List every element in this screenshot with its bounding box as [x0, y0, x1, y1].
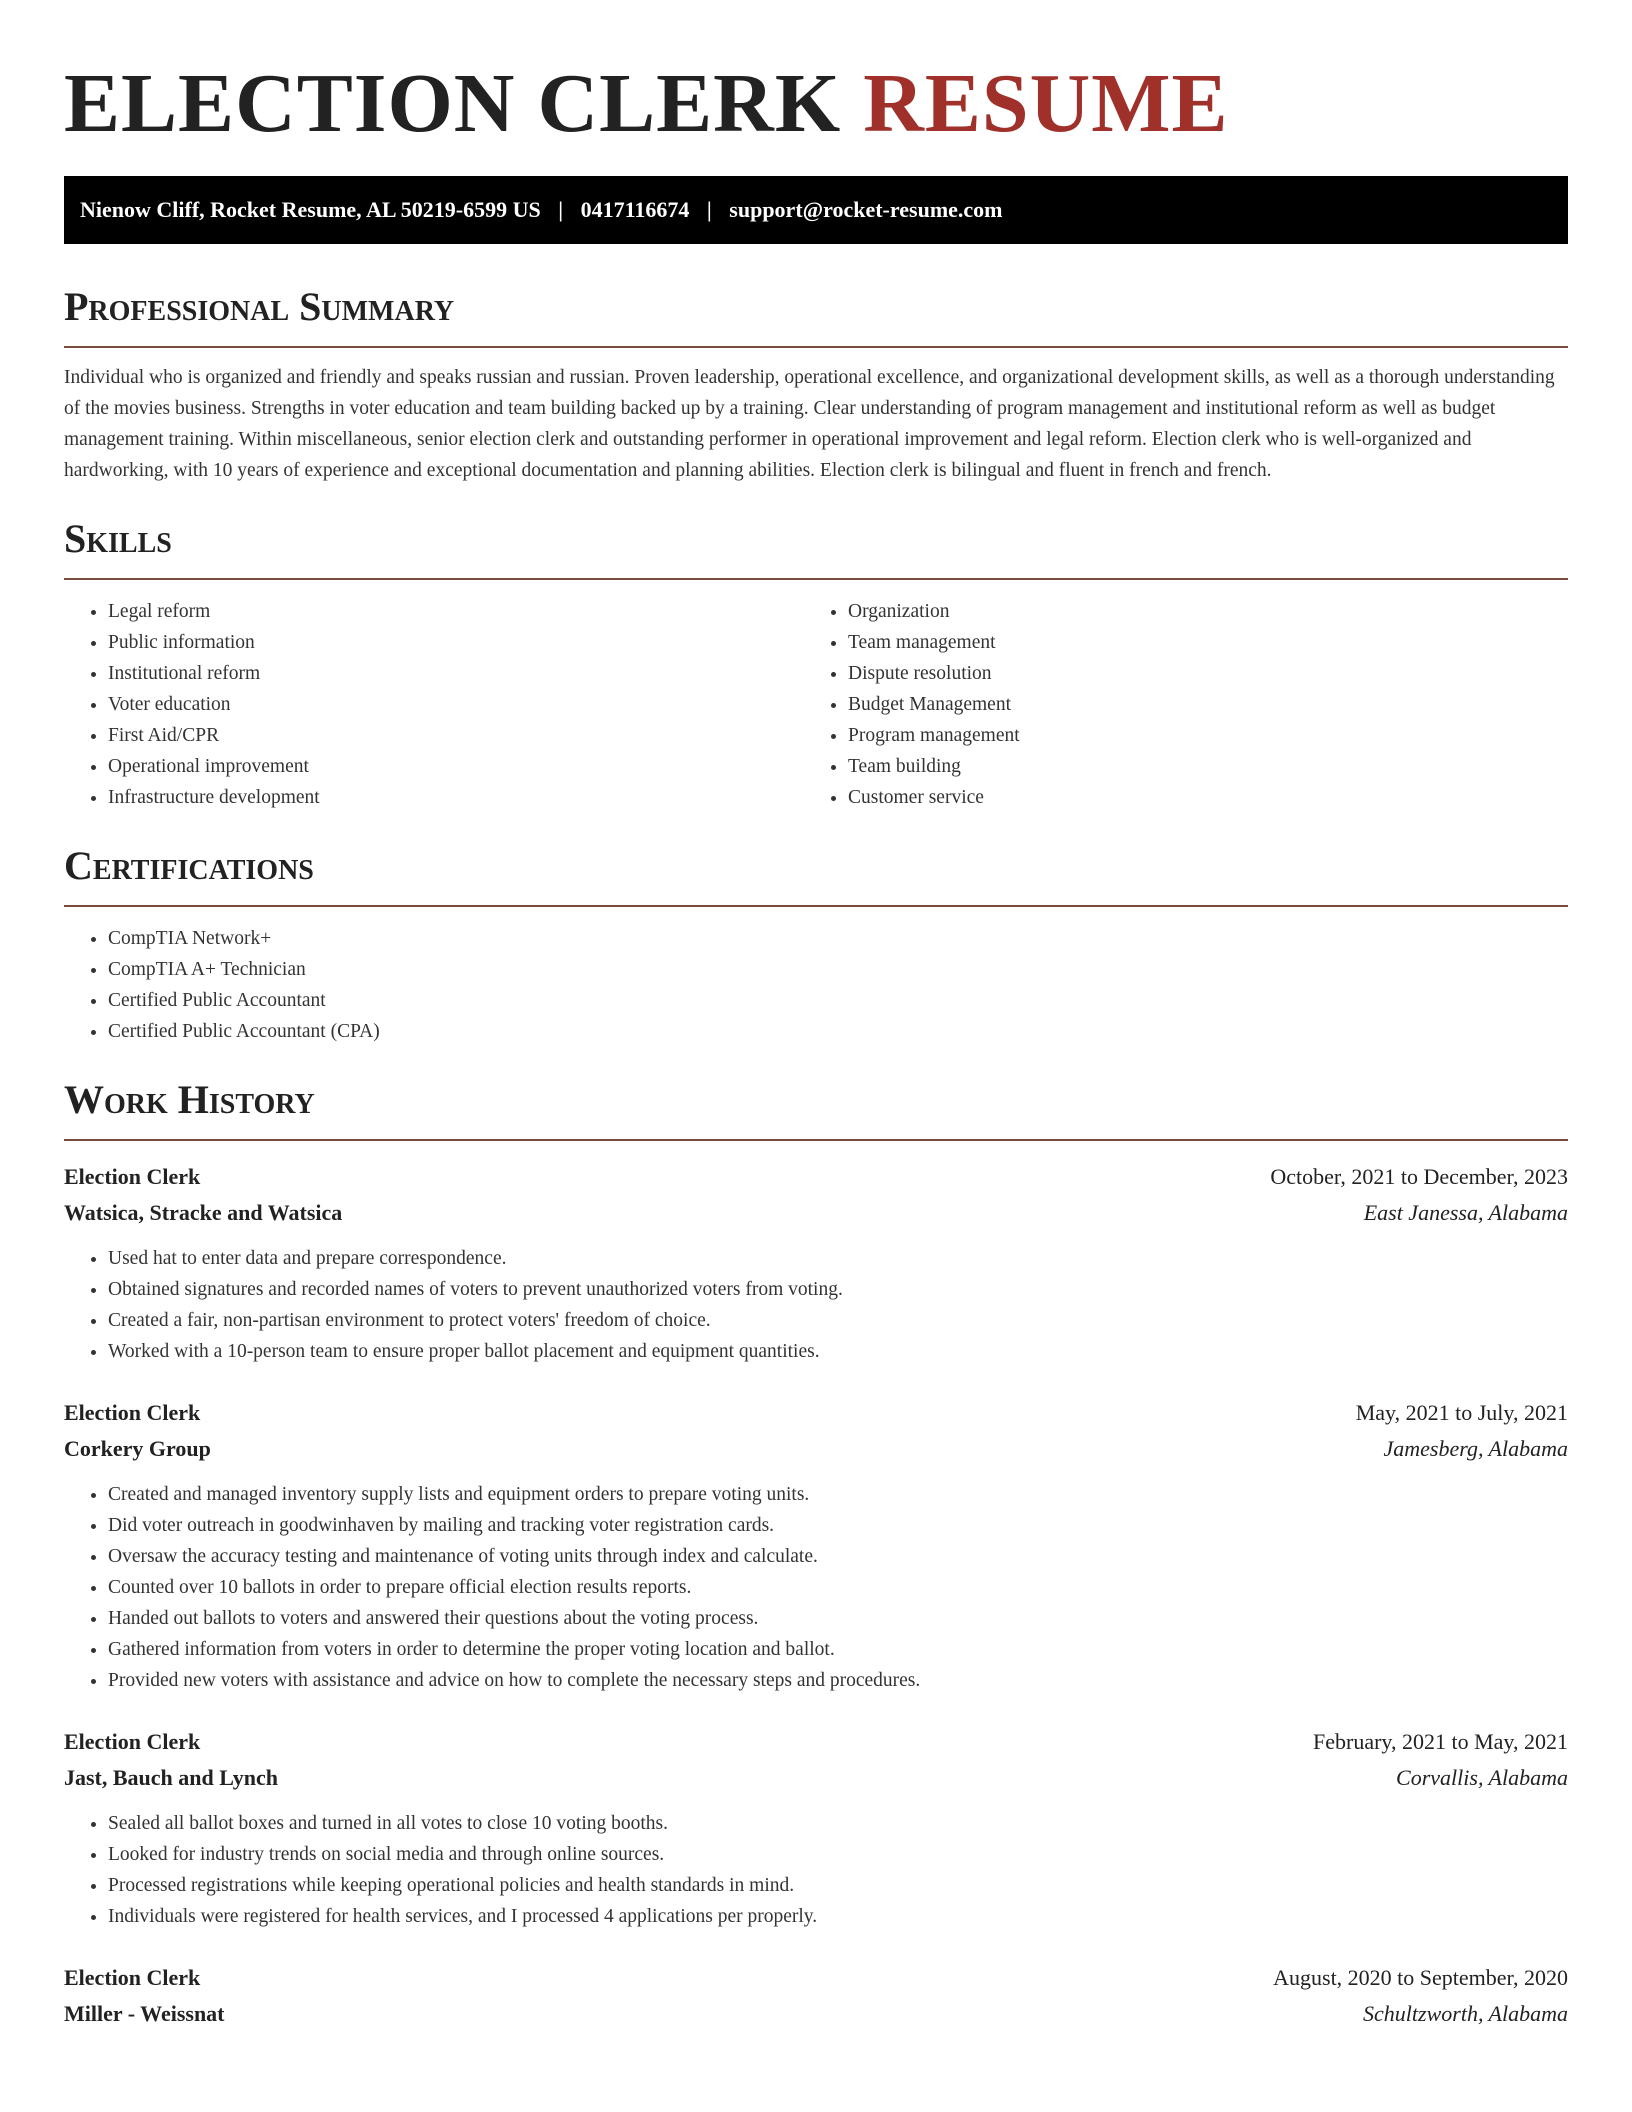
job-bullet: • Handed out ballots to voters and answered their questions about the voting process. — [108, 1603, 1568, 1634]
job-bullet: • Created a fair, non-partisan environment to protect voters' freedom of choice. — [108, 1305, 1568, 1336]
job-bullets — [64, 1479, 1568, 1696]
skill-item: • Program management — [848, 720, 1544, 751]
skill-item: • Legal reform — [108, 596, 804, 627]
job-company: Watsica, Stracke and Watsica — [64, 1200, 343, 1225]
skill-item: • Public information — [108, 627, 804, 658]
job-bullet: • Processed registrations while keeping operational policies and health standards in mind. — [108, 1870, 1568, 1901]
job-bullet: • Sealed all ballot boxes and turned in all votes to close 10 voting booths. — [108, 1808, 1568, 1839]
job-location: Schultzworth, Alabama — [1363, 2001, 1568, 2026]
skill-item: • Organization — [848, 596, 1544, 627]
job-company-row — [64, 1195, 1568, 1231]
job-location: Corvallis, Alabama — [1396, 1765, 1568, 1790]
job-header-row — [64, 1159, 1568, 1195]
job-dates: August, 2020 to September, 2020 — [1273, 1965, 1568, 1990]
skill-item: • Voter education — [108, 689, 804, 720]
skill-item: • Infrastructure development — [108, 782, 804, 813]
job-bullet: • Looked for industry trends on social media and through online sources. — [108, 1839, 1568, 1870]
job-company: Corkery Group — [64, 1436, 211, 1461]
job-company-row — [64, 1996, 1568, 2032]
summary-text: Individual who is organized and friendly and speaks russian and russian. Proven leadership, operational excellence, and organizational development skills, as well as a thorough understanding of the movies business. Strengths in voter education and team building backed up by a training. Clear understanding of program management and institutional reform as well as budget management training. Within miscellaneous, senior election clerk and outstanding performer in operational improvement and legal reform. Election clerk who is well-organized and hardworking, with 10 years of experience and exceptional documentation and planning abilities. Election clerk is bilingual and fluent in french and french. — [64, 367, 1555, 481]
job-title: Election Clerk — [64, 1164, 201, 1189]
job-header-row — [64, 1724, 1568, 1760]
skill-item: • Team building — [848, 751, 1544, 782]
contact-separator: | — [558, 197, 564, 222]
job-bullet: • Created and managed inventory supply lists and equipment orders to prepare voting units. — [108, 1479, 1568, 1510]
job-entry — [64, 1159, 1568, 1367]
job-bullets — [64, 1808, 1568, 1932]
title-main: ELECTION CLERK — [64, 57, 842, 150]
resume-title — [64, 0, 1568, 152]
work-history-heading: Work History — [64, 1075, 1568, 1141]
contact-address: Nienow Cliff, Rocket Resume, AL 50219-6599 US — [80, 197, 541, 222]
job-entry — [64, 1724, 1568, 1932]
job-bullets — [64, 1243, 1568, 1367]
skills-columns — [64, 596, 1568, 813]
job-bullet: • Used hat to enter data and prepare correspondence. — [108, 1243, 1568, 1274]
job-title: Election Clerk — [64, 1965, 201, 1990]
job-header-row — [64, 1395, 1568, 1431]
job-dates: February, 2021 to May, 2021 — [1313, 1729, 1568, 1754]
skills-list-right — [804, 596, 1544, 813]
job-entry — [64, 1960, 1568, 2032]
job-company: Miller - Weissnat — [64, 2001, 225, 2026]
job-company-row — [64, 1760, 1568, 1796]
certification-item: • CompTIA A+ Technician — [108, 954, 1568, 985]
skills-list-left — [64, 596, 804, 813]
job-title: Election Clerk — [64, 1729, 201, 1754]
job-company-row — [64, 1431, 1568, 1467]
job-location: Jamesberg, Alabama — [1383, 1436, 1568, 1461]
job-company: Jast, Bauch and Lynch — [64, 1765, 278, 1790]
job-header-row — [64, 1960, 1568, 1996]
job-dates: October, 2021 to December, 2023 — [1270, 1164, 1568, 1189]
skill-item: • Budget Management — [848, 689, 1544, 720]
job-bullet: • Oversaw the accuracy testing and maintenance of voting units through index and calculate. — [108, 1541, 1568, 1572]
skill-item: • Dispute resolution — [848, 658, 1544, 689]
job-bullet: • Counted over 10 ballots in order to prepare official election results reports. — [108, 1572, 1568, 1603]
certification-item: • Certified Public Accountant (CPA) — [108, 1016, 1568, 1047]
contact-bar — [64, 176, 1568, 244]
skill-item: • Team management — [848, 627, 1544, 658]
skills-heading: Skills — [64, 514, 1568, 580]
skill-item: • Customer service — [848, 782, 1544, 813]
contact-phone[interactable]: 0417116674 — [580, 197, 690, 222]
job-dates: May, 2021 to July, 2021 — [1355, 1400, 1568, 1425]
job-bullet: • Individuals were registered for health services, and I processed 4 applications per properly. — [108, 1901, 1568, 1932]
title-accent: RESUME — [863, 57, 1229, 150]
contact-email[interactable]: support@rocket-resume.com — [729, 197, 1003, 222]
contact-separator: | — [706, 197, 712, 222]
job-bullet: • Obtained signatures and recorded names of voters to prevent unauthorized voters from voting. — [108, 1274, 1568, 1305]
job-bullet: • Gathered information from voters in order to determine the proper voting location and ballot. — [108, 1634, 1568, 1665]
certification-item: • CompTIA Network+ — [108, 923, 1568, 954]
job-bullet: • Provided new voters with assistance and advice on how to complete the necessary steps and procedures. — [108, 1665, 1568, 1696]
certification-item: • Certified Public Accountant — [108, 985, 1568, 1016]
skill-item: • Operational improvement — [108, 751, 804, 782]
job-entry — [64, 1395, 1568, 1696]
job-bullet: • Worked with a 10-person team to ensure proper ballot placement and equipment quantities. — [108, 1336, 1568, 1367]
skill-item: • Institutional reform — [108, 658, 804, 689]
job-title: Election Clerk — [64, 1400, 201, 1425]
skills-column-left — [64, 596, 804, 813]
summary-heading: Professional Summary — [64, 282, 1568, 348]
certifications-heading: Certifications — [64, 841, 1568, 907]
certifications-list — [64, 923, 1568, 1047]
job-location: East Janessa, Alabama — [1363, 1200, 1568, 1225]
job-bullet: • Did voter outreach in goodwinhaven by mailing and tracking voter registration cards. — [108, 1510, 1568, 1541]
skills-column-right — [804, 596, 1544, 813]
skill-item: • First Aid/CPR — [108, 720, 804, 751]
